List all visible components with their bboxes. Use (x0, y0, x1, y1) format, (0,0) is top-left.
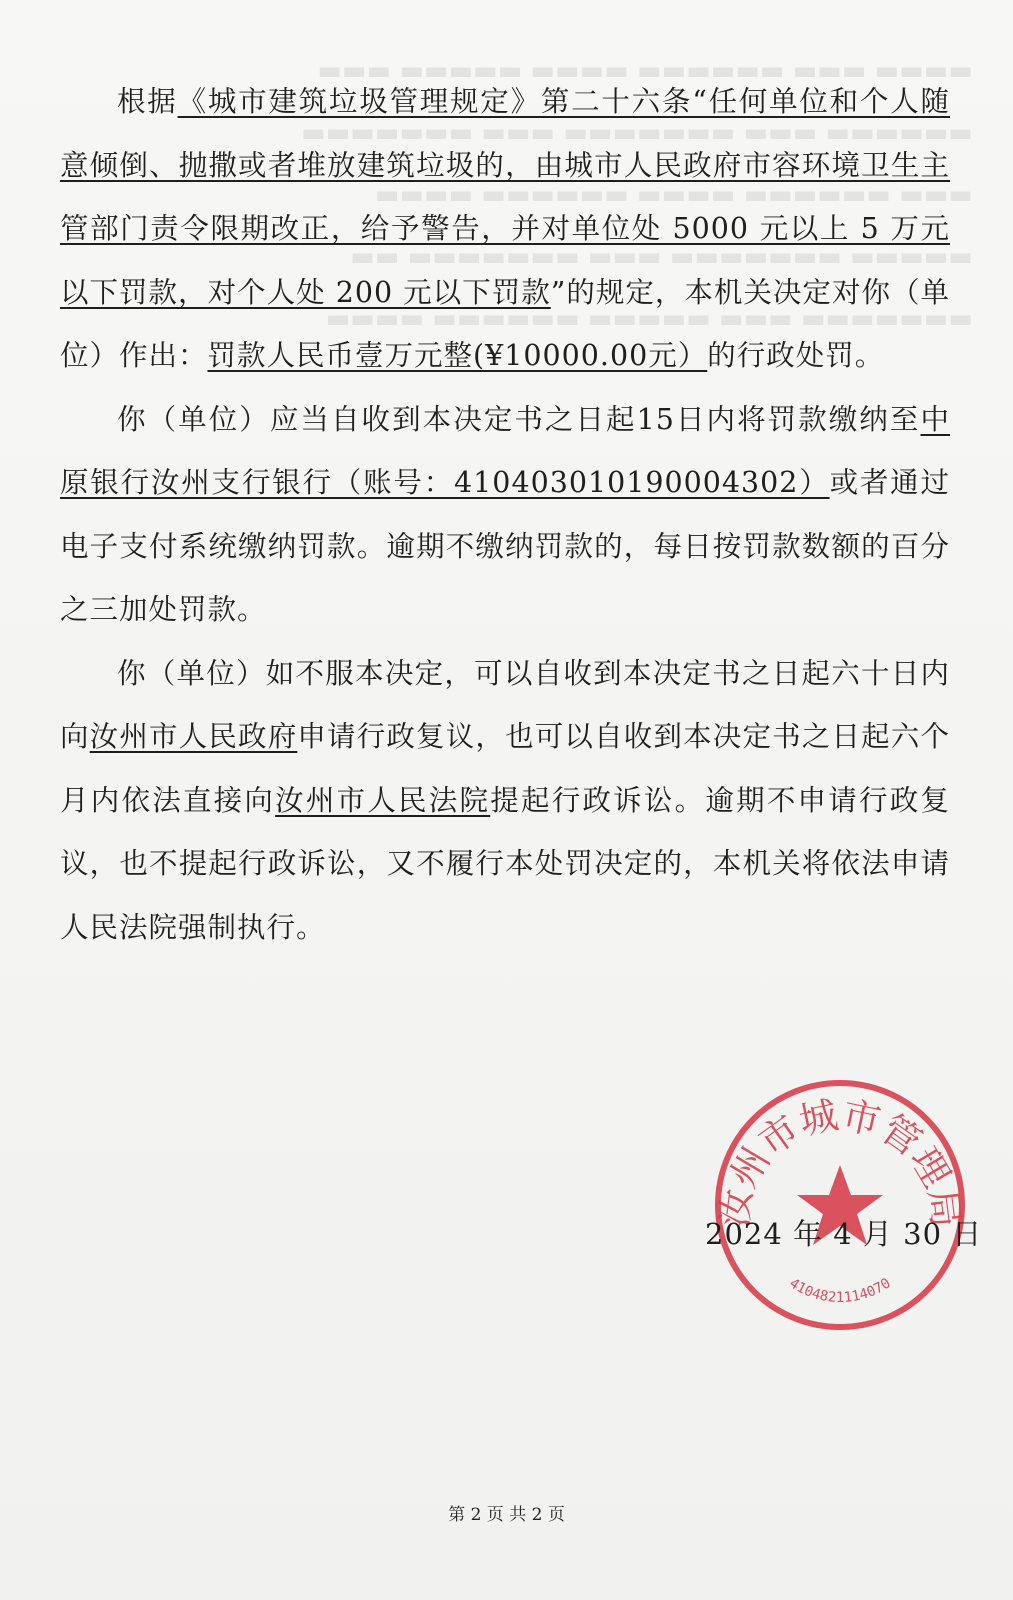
law-citation: 《城市建筑垃圾管理规定》第二十六条“任何单位和个人随意倾倒、抛撒或者堆放建筑垃圾的，由城市人民政府市容环境卫生主管部门责令限期改正，给予警告，并对单位处 5000 元以上 5 万元以下罚款，对个人处 200 元以下罚款 (60, 85, 950, 309)
show-through-text: ▬▬▬▬ ▬▬▬ ▬▬▬▬▬▬ ▬▬▬▬ ▬▬▬▬▬ ▬▬▬ ▬▬▬▬▬▬ ▬▬▬ ▬▬▬▬▬▬▬ ▬▬▬ ▬▬▬▬▬▬▬ ▬▬▬ ▬▬▬▬▬▬ ▬▬▬▬ ▬▬▬▬▬▬ ▬▬▬▬ ▬▬▬▬▬ ▬▬▬▬▬▬▬ ▬▬▬ ▬▬▬▬▬▬▬ ▬▬ ▬▬▬▬▬▬▬ ▬▬▬ ▬▬▬▬▬ ▬▬▬▬▬▬ ▬▬▬▬ (301, 56, 973, 334)
decision-date: 2024 年 4 月 30 日 (705, 1217, 983, 1251)
paragraph-penalty (60, 70, 950, 388)
p3-part3: 提起行政诉讼。逾期不申请行政复议，也不提起行政诉讼，又不履行本处罚决定的，本机关将依法申请人民法院强制执行。 (60, 783, 950, 944)
bank-account: 中原银行汝州支行银行（账号：410403010190004302） (60, 402, 950, 499)
penalty-amount: 罚款人民币壹万元整(¥10000.00元） (207, 339, 708, 372)
court-name: 汝州市人民法院 (275, 783, 491, 817)
p1-middle: ”的规定，本机关决定对你（单位）作出： (60, 275, 950, 372)
seal-org-text: 汝州市城市管理局 (711, 1092, 969, 1230)
p2-suffix: 或者通过电子支付系统缴纳罚款。逾期不缴纳罚款的，每日按罚款数额的百分之三加处罚款。 (60, 466, 950, 626)
seal-code: 4104821114070 (786, 1275, 894, 1306)
official-seal (705, 1070, 975, 1340)
paragraph-appeal (60, 642, 950, 960)
p2-prefix: 你（单位）应当自收到本决定书之日起15日内将罚款缴纳至 (117, 402, 921, 436)
p3-part2: 申请行政复议，也可以自收到本决定书之日起六个月内依法直接向 (60, 720, 950, 817)
body-text (60, 70, 950, 959)
paragraph-payment (60, 388, 950, 642)
page-number: 第 2 页 共 2 页 (448, 1505, 565, 1525)
p1-prefix: 根据 (117, 85, 178, 118)
p3-part1: 你（单位）如不服本决定，可以自收到本决定书之日起六十日内向 (60, 656, 950, 753)
reconsideration-authority: 汝州市人民政府 (89, 720, 298, 753)
p1-suffix: 的行政处罚。 (707, 339, 885, 372)
